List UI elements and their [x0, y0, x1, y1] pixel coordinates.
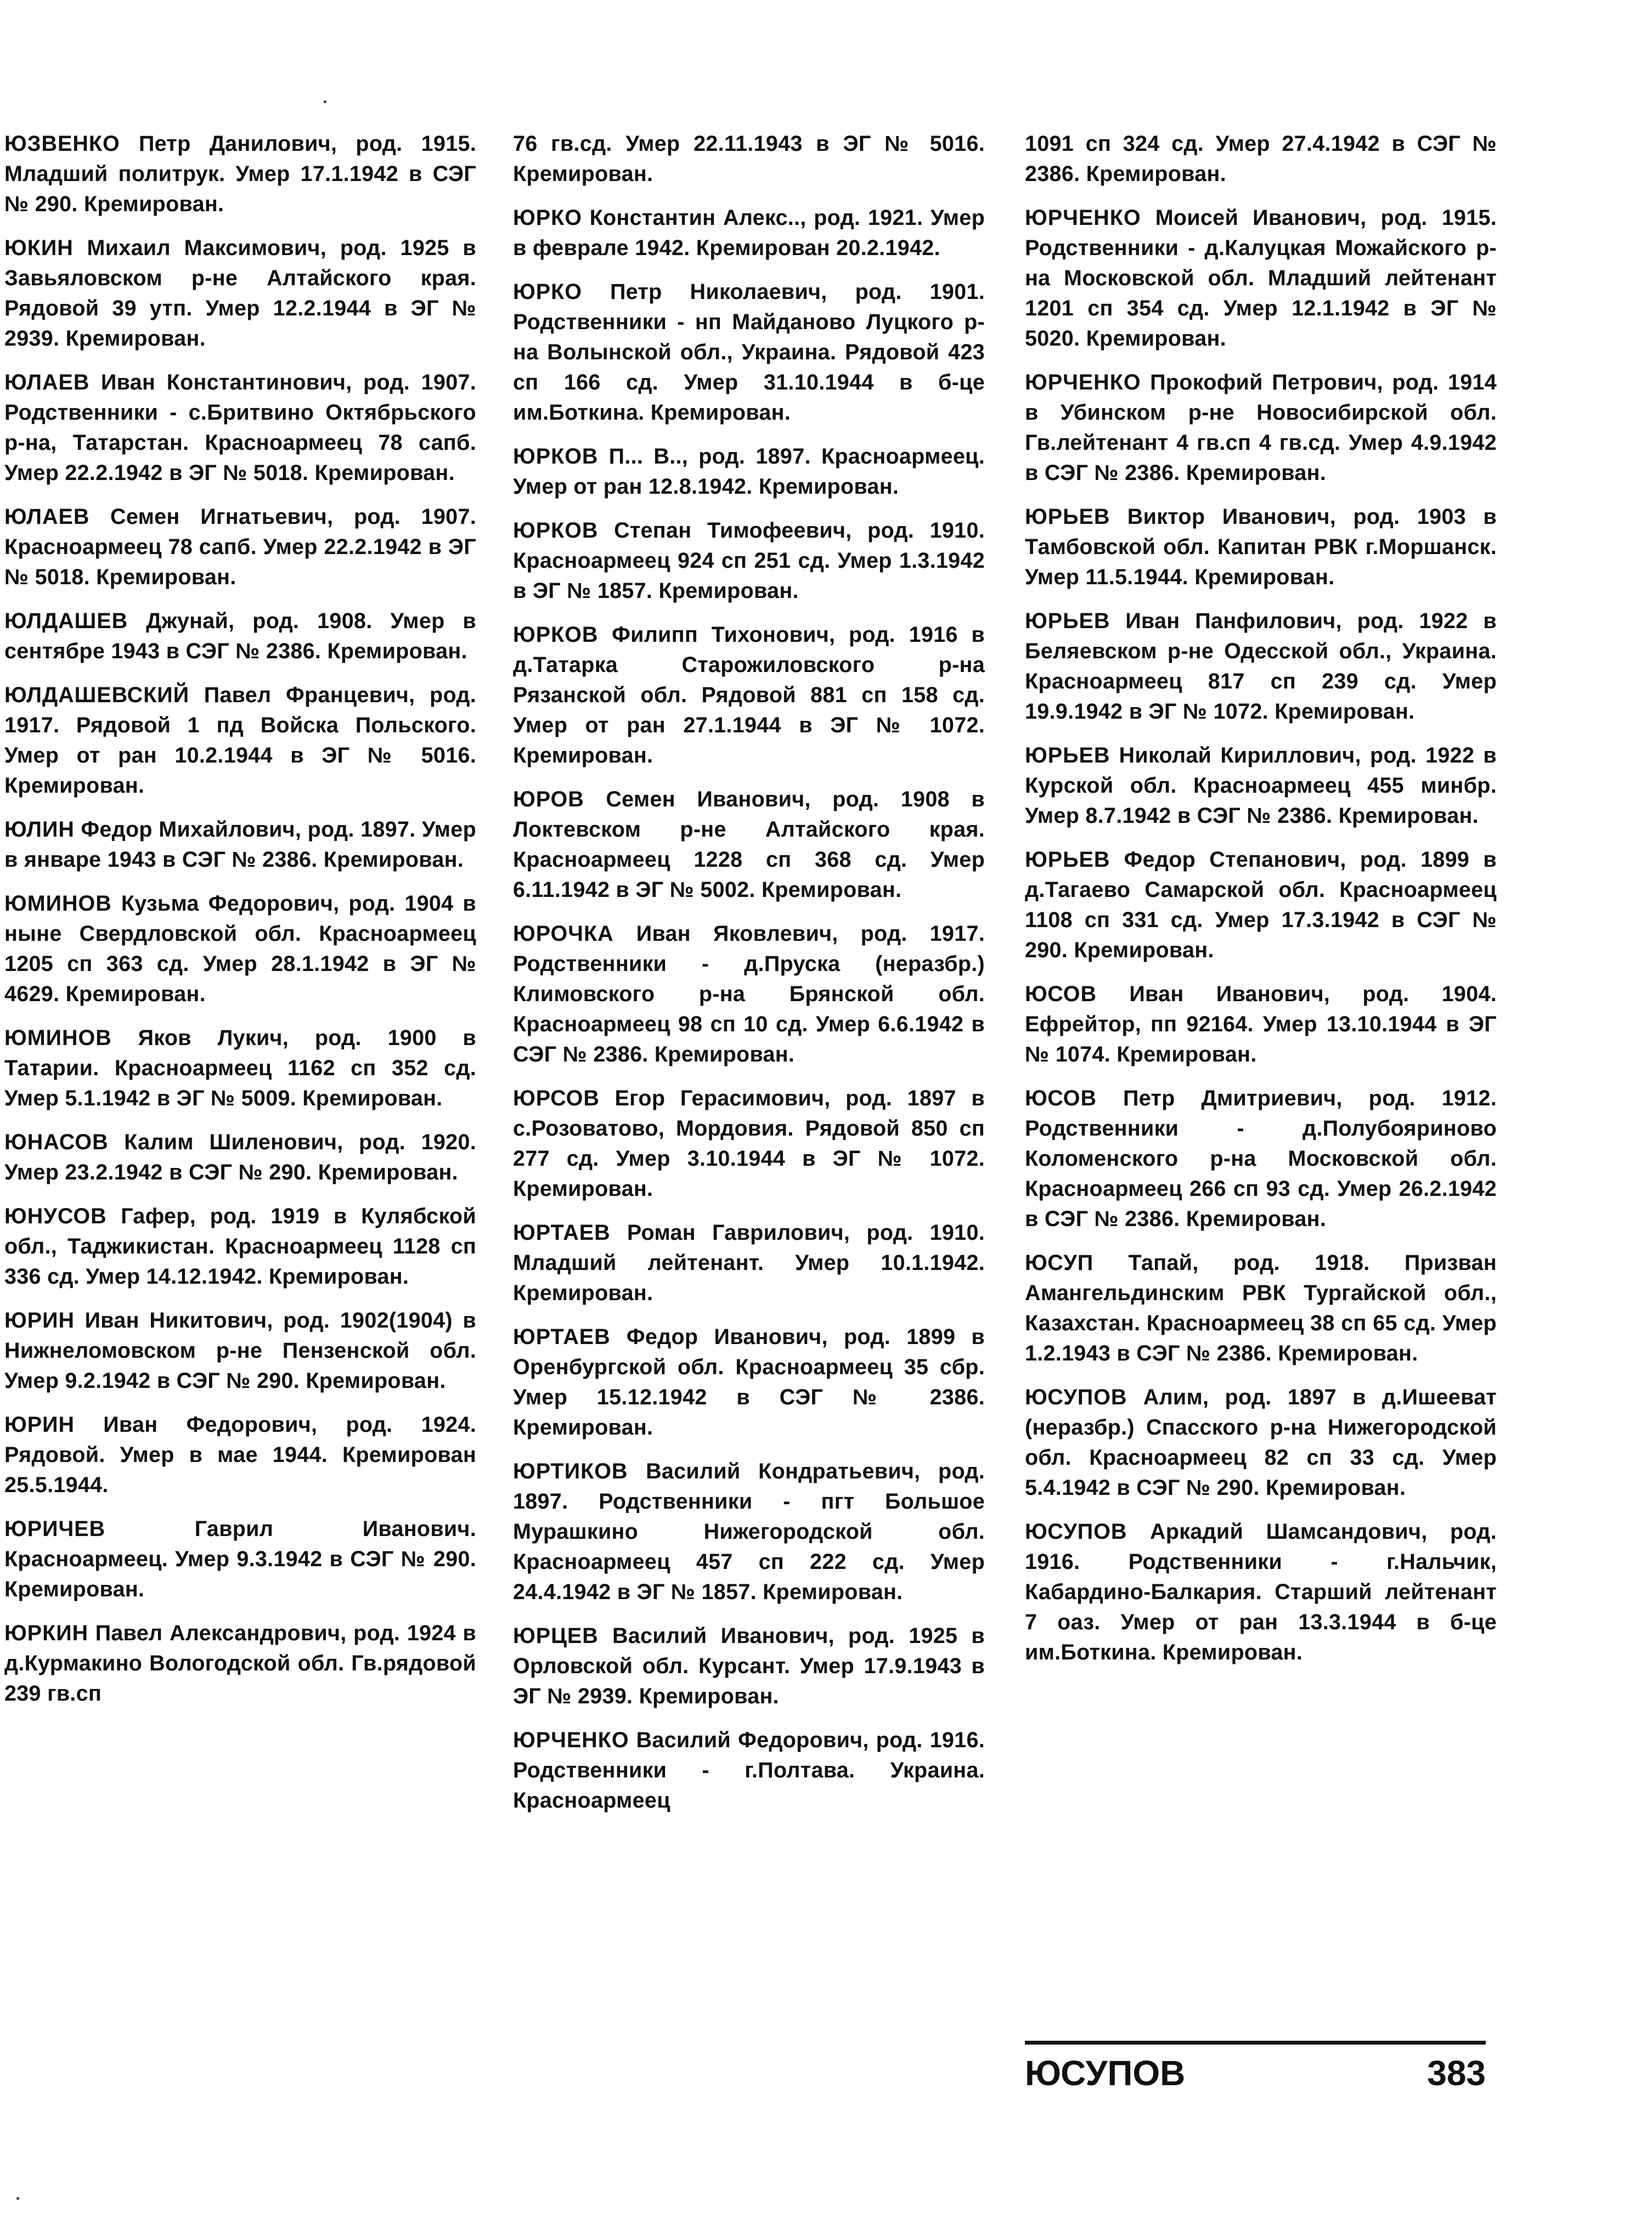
entry-surname: ЮРКО — [513, 280, 582, 304]
entry-text: Иван Константинович, род. 1907. Родственники - с.Бритвино Октябрьского р-на, Татарстан. Красноармеец 78 сапб. Умер 22.2.1942 в ЭГ № 5018. Кремирован. — [4, 370, 477, 485]
entry-text: Семен Игнатьевич, род. 1907. Красноармеец 78 сапб. Умер 22.2.1942 в ЭГ № 5018. Кремирован. — [4, 505, 476, 589]
register-entry — [4, 1618, 476, 1709]
column-2 — [513, 129, 985, 1830]
register-entry — [513, 919, 985, 1070]
entry-surname: ЮСОВ — [1025, 982, 1097, 1006]
register-entry — [4, 680, 476, 801]
entry-surname: ЮСУПОВ — [1025, 1385, 1127, 1409]
register-entry — [513, 1725, 985, 1816]
entry-text: Кузьма Федорович, род. 1904 в ныне Свердловской обл. Красноармеец 1205 сп 363 сд. Умер 28.1.1942 в ЭГ № 4629. Кремирован. — [4, 891, 476, 1006]
register-entry — [1025, 1248, 1497, 1369]
entry-text: Алим, род. 1897 в д.Ишееват (неразбр.) Спасского р-на Нижегородской обл. Красноармеец 82 сп 33 сд. Умер 5.4.1942 в СЭГ № 290. Кремирован. — [1025, 1385, 1497, 1500]
entry-surname: ЮРТИКОВ — [513, 1459, 628, 1483]
register-entry — [513, 129, 985, 189]
entry-text: Михаил Максимович, род. 1925 в Завьяловском р-не Алтайского края. Рядовой 39 утп. Умер 12.2.1944 в ЭГ № 2939. Кремирован. — [4, 236, 477, 351]
register-entry — [1025, 741, 1497, 831]
entry-text: Константин Алекс.., род. 1921. Умер в феврале 1942. Кремирован 20.2.1942. — [513, 206, 985, 260]
register-entry — [4, 1410, 476, 1500]
register-entry — [1025, 502, 1497, 592]
entry-surname: ЮНУСОВ — [4, 1204, 107, 1228]
print-speck — [324, 100, 326, 103]
entry-surname: ЮРИЧЕВ — [4, 1517, 106, 1541]
entry-text: Павел Александрович, род. 1924 в д.Курмакино Вологодской обл. Гв.рядовой 239 гв.сп — [4, 1621, 476, 1706]
entry-surname: ЮРКО — [513, 206, 582, 230]
register-entry — [513, 784, 985, 905]
entry-surname: ЮРКОВ — [513, 518, 599, 543]
entry-surname: ЮРКОВ — [513, 444, 599, 468]
entry-text: Петр Дмитриевич, род. 1912. Родственники - д.Полубояриново Коломенского р-на Московской обл. Красноармеец 266 сп 93 сд. Умер 26.2.1942 в СЭГ № 2386. Кремирован. — [1025, 1086, 1497, 1231]
entry-text: Петр Данилович, род. 1915. Младший политрук. Умер 17.1.1942 в СЭГ № 290. Кремирован. — [4, 132, 476, 216]
entry-text: Моисей Иванович, род. 1915. Родственники - д.Калуцкая Можайского р-на Московской обл. Младший лейтенант 1201 сп 354 сд. Умер 12.1.1942 в ЭГ № 5020. Кремирован. — [1025, 206, 1497, 351]
entry-text: Василий Федорович, род. 1916. Родственники - г.Полтава. Украина. Красноармеец — [513, 1728, 985, 1813]
entry-surname: ЮЛДАШЕВ — [4, 609, 128, 633]
entry-text: Павел Францевич, род. 1917. Рядовой 1 пд Войска Польского. Умер от ран 10.2.1944 в ЭГ № 5016. Кремирован. — [4, 683, 476, 798]
entry-surname: ЮРЧЕНКО — [1025, 206, 1141, 230]
register-entry — [513, 442, 985, 502]
entry-text: П... В.., род. 1897. Красноармеец. Умер от ран 12.8.1942. Кремирован. — [513, 444, 985, 499]
entry-surname: ЮСУПОВ — [1025, 1520, 1127, 1544]
register-entry — [513, 1083, 985, 1204]
register-entry — [4, 368, 476, 488]
entry-surname: ЮМИНОВ — [4, 891, 112, 916]
entry-text: Федор Иванович, род. 1899 в Оренбургской обл. Красноармеец 35 сбр. Умер 15.12.1942 в СЭГ № 2386. Кремирован. — [513, 1325, 985, 1439]
entry-text: Степан Тимофеевич, род. 1910. Красноармеец 924 сп 251 сд. Умер 1.3.1942 в ЭГ № 1857. Кремирован. — [513, 518, 985, 603]
entry-text: Иван Яковлевич, род. 1917. Родственники - д.Пруска (неразбр.) Климовского р-на Брянской обл. Красноармеец 98 сп 10 сд. Умер 6.6.1942 в СЭГ № 2386. Кремирован. — [513, 922, 985, 1066]
entry-text: 1091 сп 324 сд. Умер 27.4.1942 в СЭГ № 2386. Кремирован. — [1025, 132, 1497, 186]
register-entry — [4, 1127, 476, 1188]
entry-surname: ЮСОВ — [1025, 1086, 1097, 1110]
entry-surname: ЮРЬЕВ — [1025, 505, 1110, 529]
entry-surname: ЮРЬЕВ — [1025, 848, 1110, 872]
print-speck — [16, 2197, 19, 2200]
register-entry — [4, 889, 476, 1009]
entry-text: Семен Иванович, род. 1908 в Локтевском р-не Алтайского края. Красноармеец 1228 сп 368 сд. Умер 6.11.1942 в ЭГ № 5002. Кремирован. — [513, 787, 985, 902]
entry-surname: ЮРТАЕВ — [513, 1221, 611, 1245]
register-entry — [1025, 1382, 1497, 1503]
entry-text: Иван Иванович, род. 1904. Ефрейтор, пп 92164. Умер 13.10.1944 в ЭГ № 1074. Кремирован. — [1025, 982, 1497, 1066]
entry-surname: ЮРКОВ — [513, 623, 599, 647]
entry-surname: ЮЛАЕВ — [4, 370, 90, 394]
register-entry — [1025, 1517, 1497, 1668]
register-entry — [513, 277, 985, 428]
entry-text: Иван Панфилович, род. 1922 в Беляевском р-не Одесской обл., Украина. Красноармеец 817 сп 239 сд. Умер 19.9.1942 в ЭГ № 1072. Кремирован. — [1025, 609, 1497, 724]
entry-text: Прокофий Петрович, род. 1914 в Убинском р-не Новосибирской обл. Гв.лейтенант 4 гв.сп 4 гв.сд. Умер 4.9.1942 в СЭГ № 2386. Кремирован. — [1025, 370, 1497, 485]
entry-text: Калим Шиленович, род. 1920. Умер 23.2.1942 в СЭГ № 290. Кремирован. — [4, 1130, 476, 1184]
register-entry — [513, 203, 985, 263]
entry-surname: ЮРИН — [4, 1413, 75, 1437]
register-entry — [4, 502, 476, 592]
entry-text: Петр Николаевич, род. 1901. Родственники - нп Майданово Луцкого р-на Волынской обл., Украина. Рядовой 423 сп 166 сд. Умер 31.10.1944 в б-це им.Боткина. Кремирован. — [513, 280, 985, 425]
register-entry — [1025, 845, 1497, 966]
entry-surname: ЮРИН — [4, 1308, 75, 1333]
entry-text: Виктор Иванович, род. 1903 в Тамбовской обл. Капитан РВК г.Моршанск. Умер 11.5.1944. Кремирован. — [1025, 505, 1497, 589]
register-entry — [513, 620, 985, 771]
register-entry — [4, 233, 476, 354]
register-entry — [4, 1023, 476, 1114]
entry-surname: ЮНАСОВ — [4, 1130, 109, 1154]
register-entry — [513, 1218, 985, 1308]
register-entry — [4, 1514, 476, 1605]
entry-surname: ЮЛДАШЕВСКИЙ — [4, 683, 190, 707]
column-3 — [1025, 129, 1497, 1681]
register-entry — [1025, 129, 1497, 189]
entry-surname: ЮРЬЕВ — [1025, 743, 1110, 767]
entry-text: Яков Лукич, род. 1900 в Татарии. Красноармеец 1162 сп 352 сд. Умер 5.1.1942 в ЭГ № 5009. Кремирован. — [4, 1026, 476, 1110]
entry-surname: ЮЗВЕНКО — [4, 132, 120, 156]
entry-surname: ЮКИН — [4, 236, 74, 260]
register-entry — [513, 1456, 985, 1607]
entry-text: Роман Гаврилович, род. 1910. Младший лейтенант. Умер 10.1.1942. Кремирован. — [513, 1221, 985, 1305]
running-head: ЮСУПОВ — [1025, 2053, 1186, 2093]
entry-text: Аркадий Шамсандович, род. 1916. Родственники - г.Нальчик, Кабардино-Балкария. Старший лейтенант 7 оаз. Умер от ран 13.3.1944 в б-це им.Боткина. Кремирован. — [1025, 1520, 1497, 1664]
register-entry — [4, 1306, 476, 1396]
entry-surname: ЮРЬЕВ — [1025, 609, 1110, 633]
entry-text: Иван Никитович, род. 1902(1904) в Нижнеломовском р-не Пензенской обл. Умер 9.2.1942 в СЭГ № 290. Кремирован. — [4, 1308, 476, 1393]
page-footer — [1025, 2041, 1486, 2095]
register-entry — [1025, 979, 1497, 1070]
entry-surname: ЮРОЧКА — [513, 922, 614, 946]
entry-text: Федор Михайлович, род. 1897. Умер в январе 1943 в СЭГ № 2386. Кремирован. — [4, 817, 477, 872]
register-entry — [513, 1322, 985, 1443]
entry-text: Василий Кондратьевич, род. 1897. Родственники - пгт Большое Мурашкино Нижегородской обл. Красноармеец 457 сп 222 сд. Умер 24.4.1942 в ЭГ № 1857. Кремирован. — [513, 1459, 985, 1604]
entry-surname: ЮЛИН — [4, 817, 75, 842]
entry-surname: ЮЛАЕВ — [4, 505, 90, 529]
register-entry — [4, 815, 476, 875]
entry-surname: ЮРТАЕВ — [513, 1325, 611, 1349]
entry-text: Егор Герасимович, род. 1897 в с.Розоватово, Мордовия. Рядовой 850 сп 277 сд. Умер 3.10.1944 в ЭГ № 1072. Кремирован. — [513, 1086, 985, 1201]
entry-text: Гафер, род. 1919 в Кулябской обл., Таджикистан. Красноармеец 1128 сп 336 сд. Умер 14.12.1942. Кремирован. — [4, 1204, 477, 1289]
register-entry — [513, 516, 985, 606]
register-entry — [1025, 606, 1497, 727]
entry-text: Тапай, род. 1918. Призван Амангельдинским РВК Тургайской обл., Казахстан. Красноармеец 38 сп 65 сд. Умер 1.2.1943 в СЭГ № 2386. Кремирован. — [1025, 1251, 1497, 1365]
page-number: 383 — [1427, 2053, 1486, 2093]
register-entry — [513, 1621, 985, 1712]
entry-surname: ЮМИНОВ — [4, 1026, 112, 1050]
column-1 — [4, 129, 476, 1723]
entry-text: Джунай, род. 1908. Умер в сентябре 1943 в СЭГ № 2386. Кремирован. — [4, 609, 476, 663]
entry-surname: ЮРЧЕНКО — [1025, 370, 1141, 394]
entry-surname: ЮРЦЕВ — [513, 1624, 599, 1648]
entry-text: Василий Иванович, род. 1925 в Орловской обл. Курсант. Умер 17.9.1943 в ЭГ № 2939. Кремирован. — [513, 1624, 985, 1708]
entry-surname: ЮСУП — [1025, 1251, 1094, 1275]
entry-text: 76 гв.сд. Умер 22.11.1943 в ЭГ № 5016. Кремирован. — [513, 132, 985, 186]
entry-surname: ЮРЧЕНКО — [513, 1728, 629, 1752]
register-entry — [1025, 203, 1497, 354]
entry-surname: ЮРКИН — [4, 1621, 89, 1645]
entry-text: Федор Степанович, род. 1899 в д.Тагаево Самарской обл. Красноармеец 1108 сп 331 сд. Умер 17.3.1942 в СЭГ № 290. Кремирован. — [1025, 848, 1497, 962]
register-entry — [4, 606, 476, 667]
register-entry — [1025, 1083, 1497, 1234]
register-entry — [4, 129, 476, 219]
entry-surname: ЮРОВ — [513, 787, 584, 811]
entry-surname: ЮРСОВ — [513, 1086, 600, 1110]
register-entry — [1025, 368, 1497, 488]
entry-text: Гаврил Иванович. Красноармеец. Умер 9.3.1942 в СЭГ № 290. Кремирован. — [4, 1517, 476, 1601]
entry-text: Иван Федорович, род. 1924. Рядовой. Умер в мае 1944. Кремирован 25.5.1944. — [4, 1413, 476, 1497]
register-entry — [4, 1201, 476, 1292]
entry-text: Николай Кириллович, род. 1922 в Курской обл. Красноармеец 455 минбр. Умер 8.7.1942 в СЭГ № 2386. Кремирован. — [1025, 743, 1497, 828]
entry-text: Филипп Тихонович, род. 1916 в д.Татарка Старожиловского р-на Рязанской обл. Рядовой 881 сп 158 сд. Умер от ран 27.1.1944 в ЭГ № 1072. Кремирован. — [513, 623, 985, 767]
